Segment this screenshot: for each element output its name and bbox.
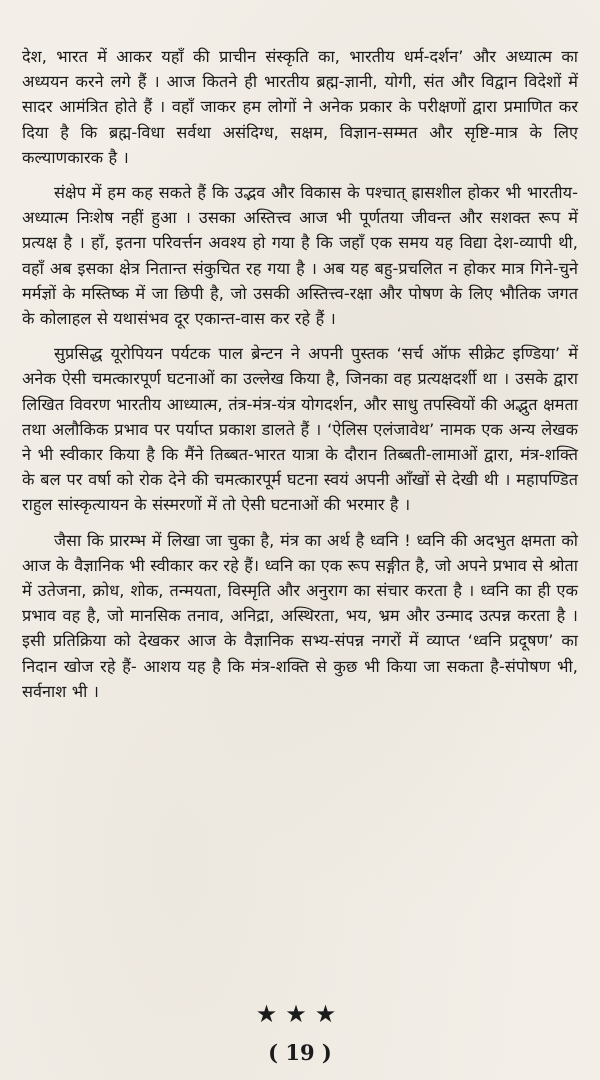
section-separator-stars: ★★★ [255,1000,345,1028]
paragraph-adhyatma-summary: संक्षेप में हम कह सकते हैं कि उद्भव और विकास के पश्चात् ह्रासशील होकर भी भारतीय-अध्यात्म निःशेष नहीं हुआ । उसका अस्तित्त्व आज भी पूर्णतया जीवन्त और सशक्त रूप में प्रत्यक्ष है । हाँ, इतना परिवर्त्तन अवश्य हो गया है कि जहाँ एक समय यह विद्या देश-व्यापी थी, वहाँ अब इसका क्षेत्र नितान्त संकुचित रह गया है । अब यह बहु-प्रचलित न होकर मात्र गिने-चुने मर्मज्ञों के मस्तिष्क में जा छिपी है, जो उसकी अस्तित्त्व-रक्षा और पोषण के लिए भौतिक जगत के कोलाहल से यथासंभव दूर एकान्त-वास कर रहे हैं । [22,183,578,329]
page-number: ( 19 ) [268,1040,332,1065]
paragraph-dhvani: जैसा कि प्रारम्भ में लिखा जा चुका है, मंत्र का अर्थ है ध्वनि ! ध्वनि की अदभुत क्षमता को आज के वैज्ञानिक भी स्वीकार कर रहे हैं। ध्वनि का एक रूप सङ्गीत है, जो अपने प्रभाव से श्रोता में उतेजना, क्रोध, शोक, तन्मयता, विस्मृति और अनुराग का संचार करता है । ध्वनि का ही एक प्रभाव वह है, जो मानसिक तनाव, अनिद्रा, अस्थिरता, भय, भ्रम और उन्माद उत्पन्न करता है । इसी प्रतिक्रिया को देखकर आज के वैज्ञानिक सभ्य-संपन्न नगरों में व्याप्त ‘ध्वनि प्रदूषण’ का निदान खोज रहे हैं- आशय यह है कि मंत्र-शक्ति से कुछ भी किया जा सकता है-संपोषण भी, सर्वनाश भी । [22,530,578,701]
paragraph-continuation: देश, भारत में आकर यहाँ की प्राचीन संस्कृति का, भारतीय धर्म-दर्शन’ और अध्यात्म का अध्ययन करने लगे हैं । आज कितने ही भारतीय ब्रह्म-ज्ञानी, योगी, संत और विद्वान विदेशों में सादर आमंत्रित होते हैं । वहाँ जाकर हम लोगों ने अनेक प्रकार के परीक्षणों द्वारा प्रमाणित कर दिया है कि ब्रह्म-विधा सर्वथा असंदिग्ध, सक्षम, विज्ञान-सम्मत और सृष्टि-मात्र के लिए कल्याणकारक है । [22,47,578,167]
paragraph-paul-brunton: सुप्रसिद्ध यूरोपियन पर्यटक पाल ब्रेन्टन ने अपनी पुस्तक ‘सर्च ऑफ सीक्रेट इण्डिया’ में अनेक ऐसी चमत्कारपूर्ण घटनाओं का उल्लेख किया है, जिनका वह प्रत्यक्षदर्शी था । उसके द्वारा लिखित विवरण भारतीय आध्यात्म, तंत्र-मंत्र-यंत्र योगदर्शन, और साधु तपस्वियों की अद्भुत क्षमता तथा अलौकिक प्रभाव पर पर्याप्त प्रकाश डालते हैं । ‘ऐलिस एलंजावेथ’ नामक एक अन्य लेखक ने भी स्वीकार किया है कि मैंने तिब्बत-भारत यात्रा के दौरान तिब्बती-लामाओं द्वारा, मंत्र-शक्ति के बल पर वर्षा को रोक देने की चमत्कारपूर्म घटना स्वयं अपनी आँखों से देखी थी । महापण्डित राहुल सांस्कृत्यायन के संस्मरणों में तो ऐसी घटनाओं की भरमार है । [22,344,578,515]
